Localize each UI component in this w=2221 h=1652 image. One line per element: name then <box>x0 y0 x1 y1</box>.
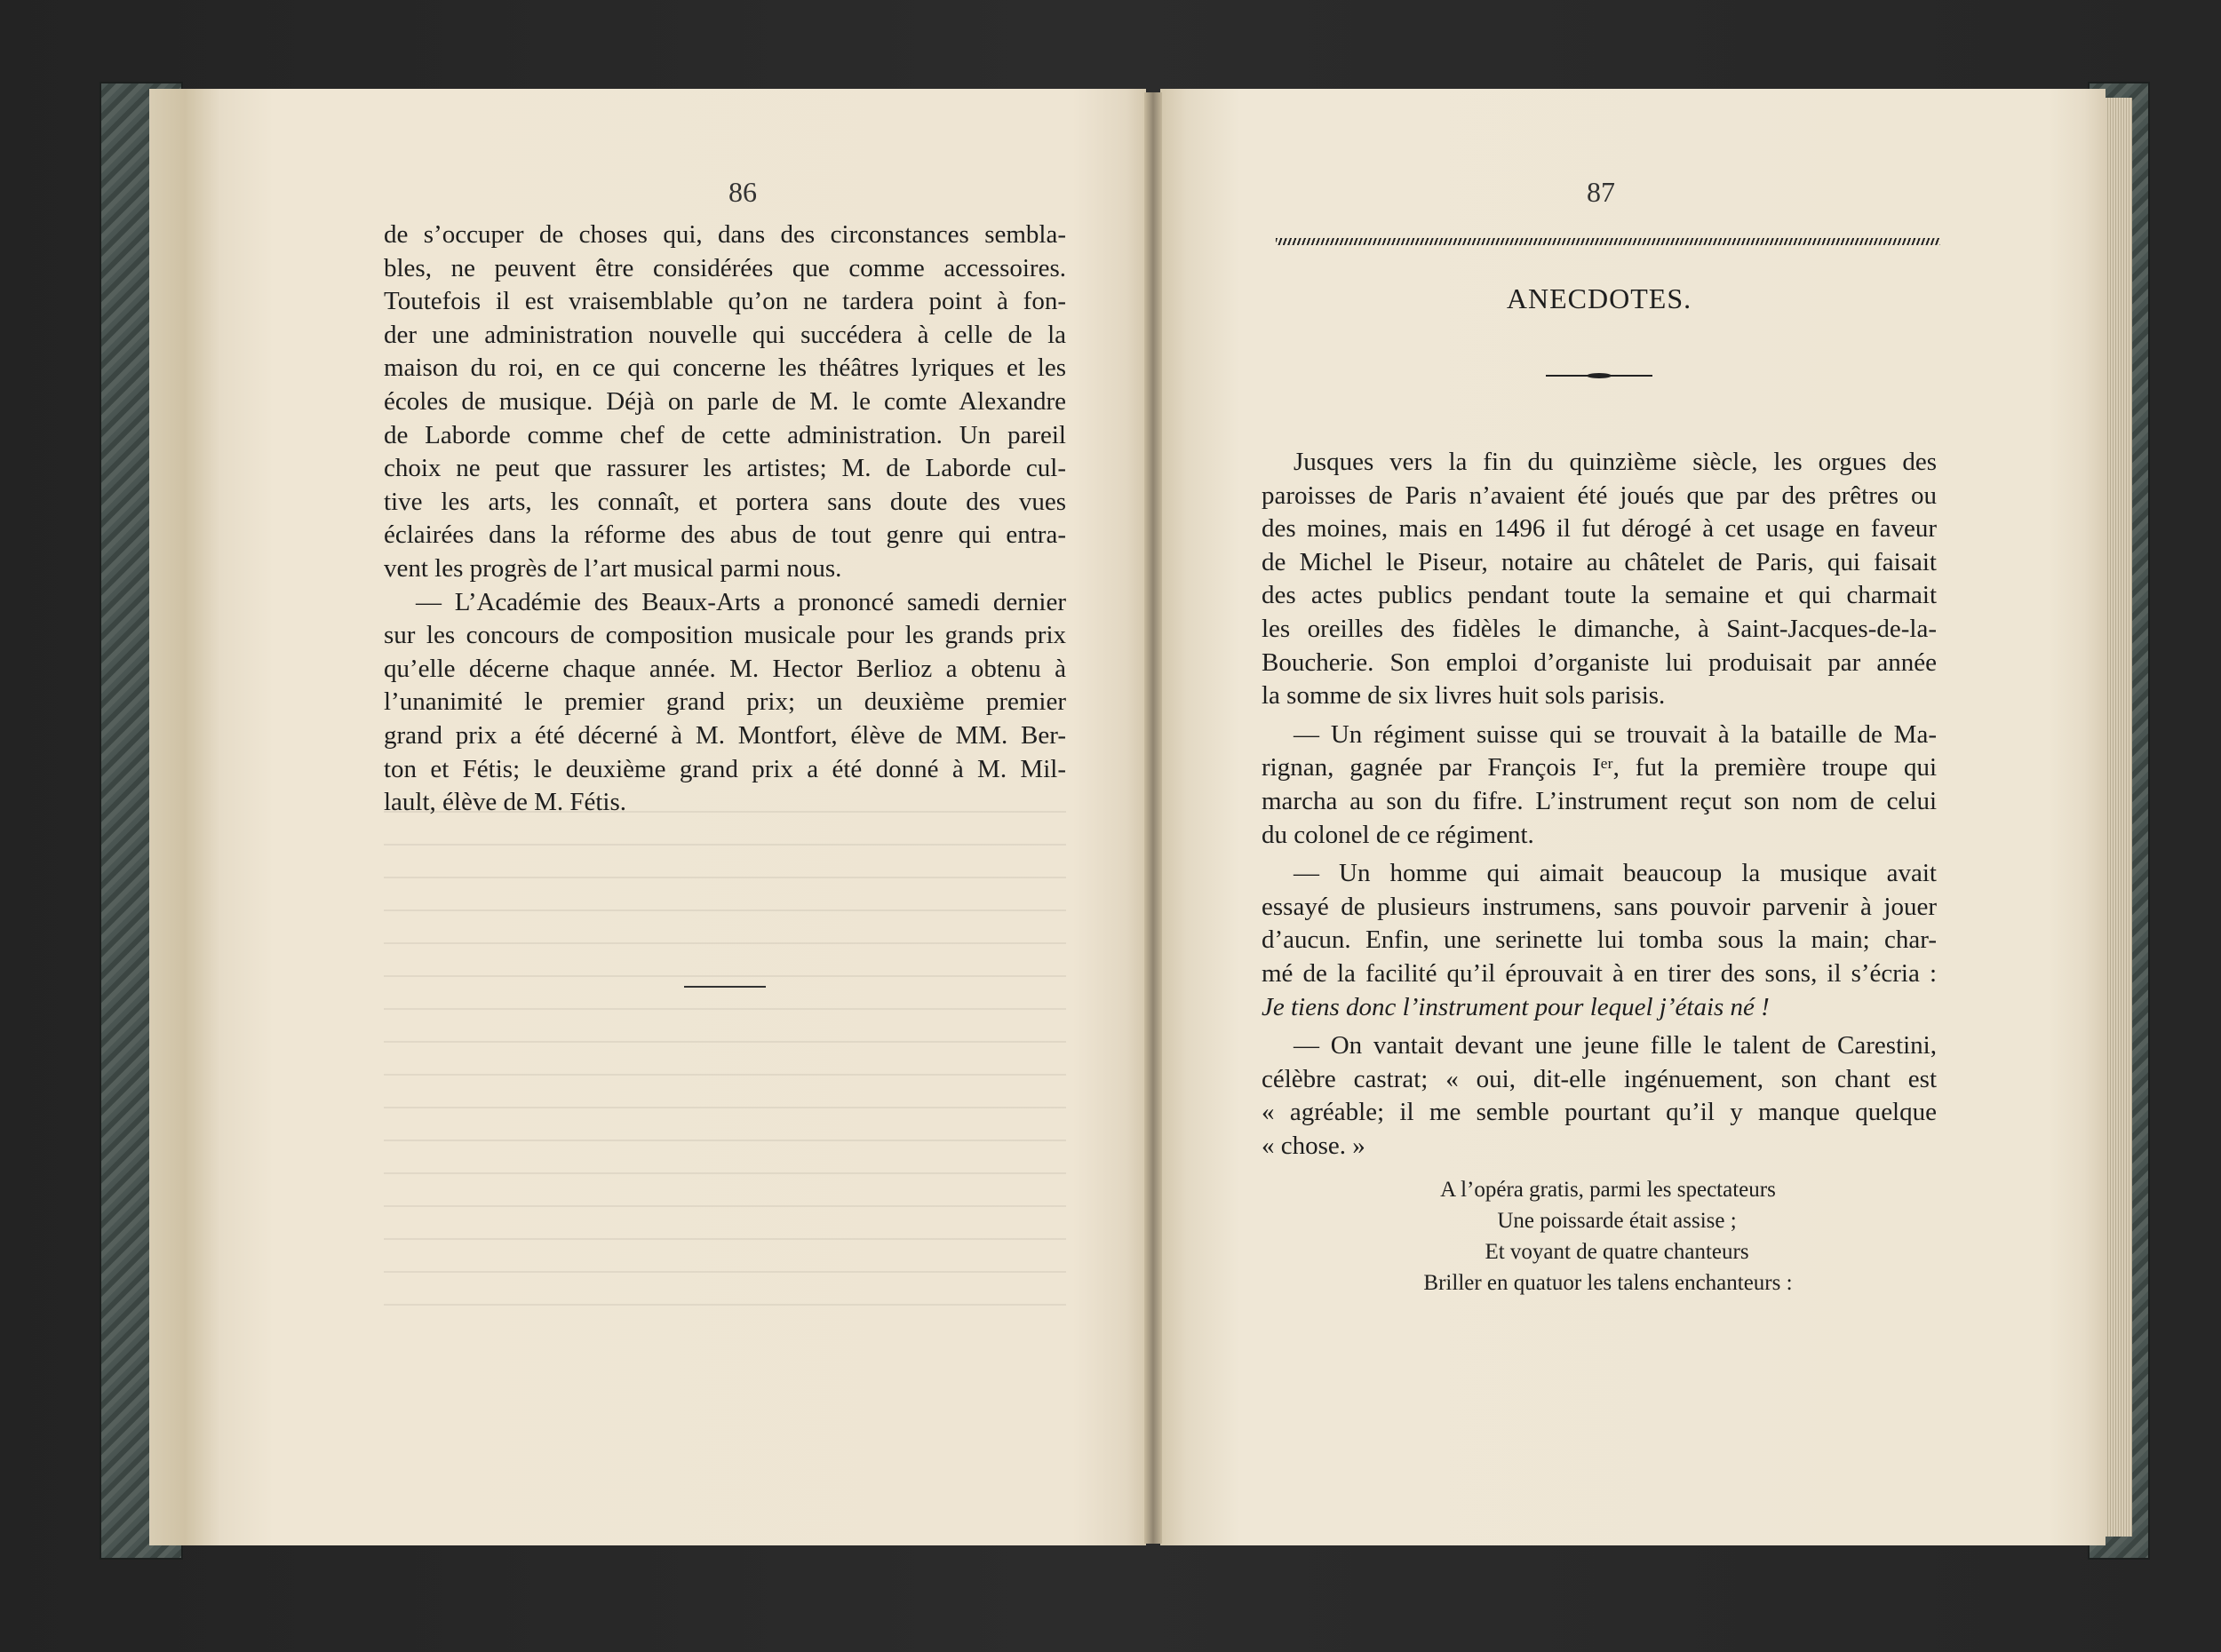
text-line: l’unanimité le premier grand prix; un deuxième premier <box>384 687 1066 717</box>
section-heading: ANECDOTES. <box>1506 282 1692 314</box>
text-line: lault, élève de M. Fétis. <box>384 788 627 817</box>
text-line: des moines, mais en 1496 il fut dérogé à cet usage en faveur <box>1262 514 1937 544</box>
text-line: « agréable; il me semble pourtant qu’il y manque quelque <box>1262 1098 1937 1127</box>
text-line: marcha au son du fifre. L’instrument reçut son nom de celui <box>1262 786 1937 815</box>
text-line: « chose. » <box>1262 1131 1365 1160</box>
text-line: choix ne peut que rassurer les artistes; M. de Laborde cul- <box>384 454 1066 483</box>
text-line: rignan, gagnée par François Iᵉʳ, fut la première troupe qui <box>1262 753 1937 782</box>
book-gutter <box>1144 92 1162 1544</box>
text-line: essayé de plusieurs instrumens, sans pouvoir parvenir à jouer <box>1262 892 1937 921</box>
text-line: paroisses de Paris n’avaient été joués que par des prêtres ou <box>1262 481 1937 510</box>
text-line: mé de la facilité qu’il éprouvait à en tirer des sons, il s’écria : <box>1262 958 1937 988</box>
text-line: des actes publics pendant toute la semaine et qui charmait <box>1262 581 1937 610</box>
text-line: Toutefois il est vraisemblable qu’on ne tardera point à fon- <box>384 287 1066 316</box>
text-line: vent les progrès de l’art musical parmi nous. <box>384 553 842 583</box>
text-line: de s’occuper de choses qui, dans des circonstances sembla- <box>384 220 1066 249</box>
text-line: Jusques vers la fin du quinzième siècle, les orgues des <box>1294 448 1937 476</box>
left-page-body <box>384 218 1066 820</box>
text-line: d’aucun. Enfin, une serinette lui tomba sous la main; char- <box>1262 925 1937 955</box>
left-page-number: 86 <box>728 176 757 208</box>
page-edges <box>2106 98 2132 1537</box>
verse-line: Briller en quatuor les talens enchanteurs : <box>1423 1271 1793 1295</box>
right-page-number: 87 <box>1587 176 1615 208</box>
text-line: — On vantait devant une jeune fille le talent de Carestini, <box>1294 1031 1937 1060</box>
text-line: der une administration nouvelle qui succédera à celle de la <box>384 320 1066 349</box>
right-page-body <box>1262 446 1937 1163</box>
text-line: de Michel le Piseur, notaire au châtelet de Paris, qui faisait <box>1262 547 1937 576</box>
text-line: célèbre castrat; « oui, dit-elle ingénuement, son chant est <box>1262 1064 1937 1093</box>
text-line: de Laborde comme chef de cette administration. Un pareil <box>384 420 1066 449</box>
verse-line: Une poissarde était assise ; <box>1497 1209 1737 1233</box>
text-line: — L’Académie des Beaux-Arts a prononcé samedi dernier <box>416 587 1066 616</box>
text-line: ton et Fétis; le deuxième grand prix a été donné à M. Mil- <box>384 754 1066 783</box>
text-line: du colonel de ce régiment. <box>1262 820 1534 849</box>
text-line: qu’elle décerne chaque année. M. Hector Berlioz a obtenu à <box>384 654 1066 683</box>
text-line: éclairées dans la réforme des abus de tout genre qui entra- <box>384 520 1066 550</box>
text-line: grand prix a été décerné à M. Montfort, élève de MM. Ber- <box>384 720 1066 750</box>
verse-line: A l’opéra gratis, parmi les spectateurs <box>1440 1178 1776 1202</box>
text-line: la somme de six livres huit sols parisis. <box>1262 681 1666 711</box>
ornament-divider <box>1546 373 1652 378</box>
show-through-text <box>384 808 1066 1306</box>
text-line: les oreilles des fidèles le dimanche, à Saint-Jacques-de-la- <box>1262 614 1937 643</box>
text-line: écoles de musique. Déjà on parle de M. le comte Alexandre <box>384 386 1066 416</box>
text-line: — Un régiment suisse qui se trouvait à la bataille de Ma- <box>1294 719 1937 749</box>
text-line: bles, ne peuvent être considérées que comme accessoires. <box>384 253 1066 282</box>
verse-block <box>1262 1174 1937 1299</box>
section-rule <box>684 986 766 988</box>
text-line: sur les concours de composition musicale pour les grands prix <box>384 621 1066 650</box>
text-line: Je tiens donc l’instrument pour lequel j’étais né ! <box>1262 992 1770 1021</box>
text-line: maison du roi, en ce qui concerne les théâtres lyriques et les <box>384 353 1066 383</box>
verse-line: Et voyant de quatre chanteurs <box>1485 1240 1749 1264</box>
text-line: — Un homme qui aimait beaucoup la musique avait <box>1294 859 1937 888</box>
text-line: Boucherie. Son emploi d’organiste lui produisait par année <box>1262 647 1937 677</box>
text-line: tive les arts, les connaît, et portera sans doute des vues <box>384 487 1066 516</box>
decorative-wavy-rule <box>1276 238 1940 245</box>
